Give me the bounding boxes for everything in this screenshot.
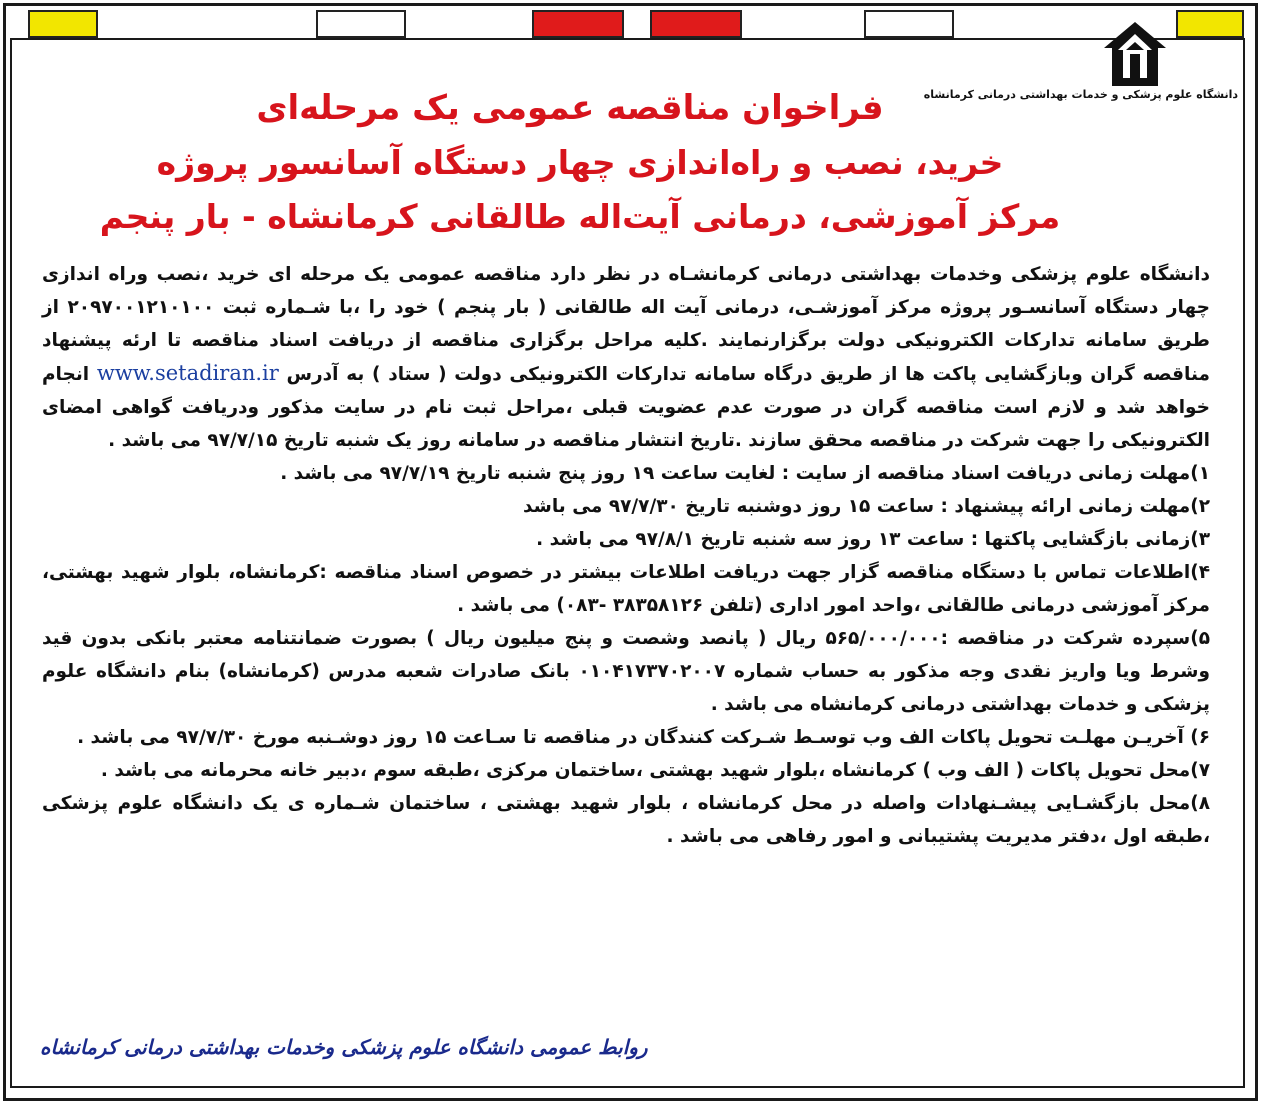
intro-paragraph (42, 258, 1210, 457)
list-item: ۵)سپرده شرکت در مناقصه :۵۶۵/۰۰۰/۰۰۰ ریال ( پانصد وشصت و پنج میلیون ریال ) بصورت ضمانتنامه معتبر بانکی بدون قید وشرط ویا واریز نقدی وجه مذکور به حساب شماره ۰۱۰۴۱۷۳۷۰۲۰۰۷ بانک صادرات شعبه مدرس (کرمانشاه) بنام دانشگاه علوم پزشکی و خدمات بهداشتی درمانی کرمانشاه می باشد . (42, 628, 1211, 715)
color-bar (864, 10, 954, 38)
color-bar (28, 10, 98, 38)
university-emblem-icon (1100, 20, 1170, 90)
list-item: ۳)زمانی بازگشایی پاکتها : ساعت ۱۳ روز سه شنبه تاریخ ۹۷/۸/۱ می باشد . (536, 529, 1210, 550)
intro-text-continued: انجام خواهد شد و لازم است مناقصه گران در صورت عدم عضویت قبلی ،مراحل ثبت نام در سایت مذکور ودریافت گواهی امضای الکترونیکی را جهت شرکت در مناقصه محقق سازند .تاریخ انتشار مناقصه در سامانه روز یک شنبه تاریخ ۹۷/۷/۱۵ می باشد . (42, 364, 1210, 451)
website-link[interactable]: www.setadiran.ir (96, 361, 279, 385)
color-bar (1176, 10, 1244, 38)
title-line-3: مرکز آموزشی، درمانی آیت‌اله طالقانی کرمانشاه - بار پنجم (99, 197, 1061, 236)
title-line-1: فراخوان مناقصه عمومی یک مرحله‌ای (256, 88, 884, 128)
list-item: ۱)مهلت زمانی دریافت اسناد مناقصه از سایت : لغایت ساعت ۱۹ روز پنج شنبه تاریخ ۹۷/۷/۱۹ می باشد . (280, 463, 1210, 484)
color-bar (316, 10, 406, 38)
public-relations-signature: روابط عمومی دانشگاه علوم پزشکی وخدمات بهداشتی درمانی کرمانشاه (40, 1035, 648, 1059)
conditions-list (42, 457, 1210, 853)
list-item: ۲)مهلت زمانی ارائه پیشنهاد : ساعت ۱۵ روز دوشنبه تاریخ ۹۷/۷/۳۰ می باشد (522, 496, 1210, 517)
announcement-title (60, 80, 1100, 244)
logo-caption: دانشگاه علوم پزشکی و خدمات بهداشتی درمانی کرمانشاه (923, 88, 1238, 101)
list-item: ۷)محل تحویل پاکات ( الف وب ) کرمانشاه ،بلوار شهید بهشتی ،ساختمان مرکزی ،طبقه سوم ،دبیر خانه محرمانه می باشد . (100, 760, 1210, 781)
list-item: ۶) آخریـن مهلـت تحویل پاکات الف وب توسـط شـرکت کنندگان در مناقصه تا سـاعت ۱۵ روز دوشـنبه مورخ ۹۷/۷/۳۰ می باشد . (77, 727, 1210, 748)
announcement-body (42, 258, 1210, 853)
color-bar (650, 10, 742, 38)
color-strip (6, 6, 1249, 38)
title-line-2: خرید، نصب و راه‌اندازی چهار دستگاه آسانسور پروژه (156, 143, 1004, 182)
intro-text: دانشگاه علوم پزشکی وخدمات بهداشتی درمانی کرمانشـاه در نظر دارد مناقصه عمومی یک مرحله ای خرید ،نصب وراه اندازی چهار دستگاه آسانسـور پروژه مرکز آموزشـی، درمانی آیت اله طالقانی ( بار پنجم ) خود را ،با شـماره ثبت ۲۰۹۷۰۰۱۲۱۰۱۰۰ از طریق سامانه تدارکات الکترونیکی دولت برگزارنمایند .کلیه مراحل برگزاری مناقصه از دریافت اسناد مناقصه تا ارئه پیشنهاد مناقصه گران وبازگشایی پاکت ها از طریق درگاه سامانه تدارکات الکترونیکی دولت ( ستاد ) به آدرس (42, 264, 1211, 385)
list-item: ۴)اطلاعات تماس با دستگاه مناقصه گزار جهت دریافت اطلاعات بیشتر در خصوص اسناد مناقصه :کرمانشاه، بلوار شهید بهشتی، مرکز آموزشی درمانی طالقانی ،واحد امور اداری (تلفن ۳۸۳۵۸۱۲۶ -۰۸۳) می باشد . (42, 562, 1210, 616)
color-bar (532, 10, 624, 38)
list-item: ۸)محل بازگشـایی پیشـنهادات واصله در محل کرمانشاه ، بلوار شهید بهشتی ، ساختمان شـماره ی یک دانشگاه علوم پزشکی ،طبقه اول ،دفتر مدیریت پشتیبانی و امور رفاهی می باشد . (42, 793, 1210, 847)
